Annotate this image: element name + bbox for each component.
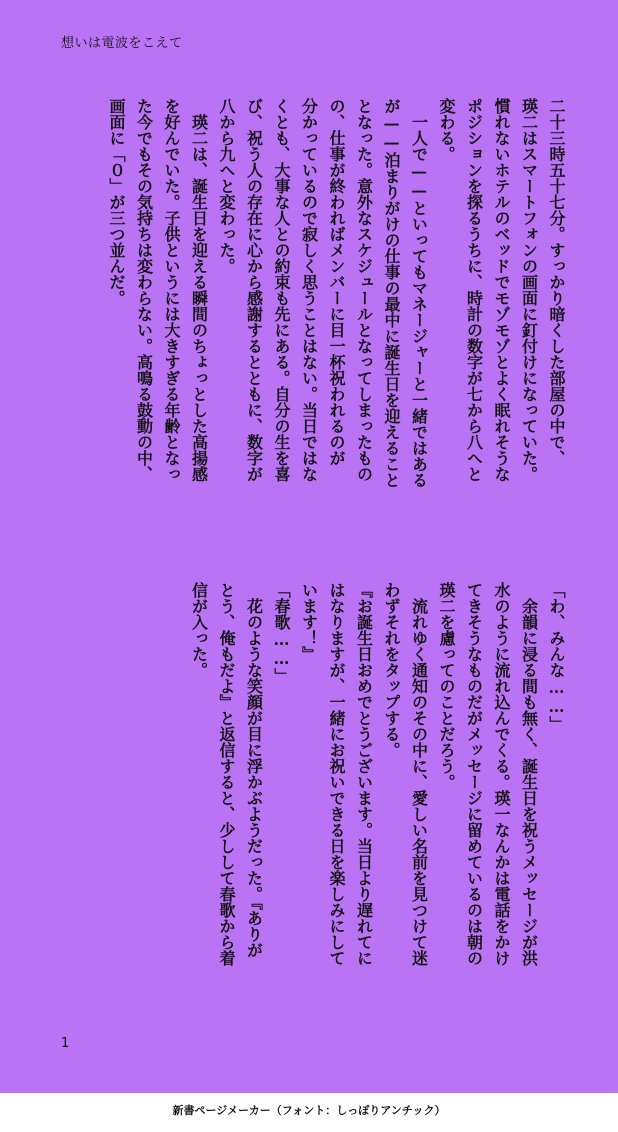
text-line: の、仕事が終わればメンバーに目一杯祝われるのが — [327, 98, 346, 466]
text-line: た今でもその気持ちは変わらない。高鳴る鼓動の中、 — [134, 98, 154, 482]
text-line: わずそれをタップする。 — [382, 582, 401, 758]
text-block-top — [103, 98, 571, 528]
text-line: 瑛二を慮ってのことだろう。 — [437, 582, 456, 790]
text-line: を好んでいた。子供というには大きすぎる年齢となっ — [162, 98, 181, 482]
text-line: 瑛二はスマートフォンの画面に釘付けになっていた。 — [519, 98, 539, 482]
text-line: います！』 — [299, 582, 319, 662]
text-line: 瑛二は、誕生日を迎える瞬間のちょっとした高揚感 — [189, 114, 209, 482]
page-title: 想いは電波をこえて — [61, 36, 183, 51]
text-line: とう、俺もだよ』と返信すると、少しして春歌から着 — [217, 582, 236, 966]
text-line: となった。意外なスケジュールとなってしまったもの — [354, 98, 374, 482]
text-line: 「わ、みんな……」 — [547, 582, 566, 732]
text-line: が——泊まりがけの仕事の最中に誕生日を迎えること — [382, 98, 401, 488]
text-line: 変わる。 — [437, 98, 456, 162]
page-number: 1 — [61, 1036, 70, 1051]
footer-label: 新書ページメーカー（フォント：しっぽりアンチック） — [172, 1104, 446, 1117]
text-line: 水のように流れ込んでくる。瑛一なんかは電話をかけ — [492, 582, 511, 966]
text-block-bottom — [185, 582, 570, 1012]
text-line: 『お誕生日おめでとうございます。当日より遅れてに — [354, 582, 374, 966]
text-line: 一人で——といってもマネージャーと一緒ではある — [409, 114, 429, 488]
text-line: 流れゆく通知のその中に、愛しい名前を見つけて迷 — [409, 598, 429, 966]
text-line: くとも、大事な人との約束も先にある。自分の生を喜 — [272, 98, 291, 482]
text-line: てきそうなものだがメッセージに留めているのは朝の — [464, 582, 484, 966]
text-line: 余韻に浸る間も無く、誕生日を祝うメッセージが洪 — [519, 598, 539, 966]
text-line: 「春歌……」 — [272, 582, 291, 684]
text-line: ポジションを探るうちに、時計の数字が七から八へと — [464, 98, 484, 482]
text-line: はなりますが、一緒にお祝いできる日を楽しみにして — [327, 582, 346, 966]
text-line: 八から九へと変わった。 — [217, 98, 236, 274]
text-line: 花のような笑顔が目に浮かぶようだった。『ありが — [244, 598, 264, 958]
text-line: 慣れないホテルのベッドでモゾモゾとよく眠れそうな — [492, 98, 511, 482]
footer — [0, 1093, 618, 1132]
text-line: 二十三時五十七分。すっかり暗くした部屋の中で、 — [547, 98, 566, 466]
text-line: び、祝う人の存在に心から感謝するとともに、数字が — [244, 98, 264, 482]
text-line: 分かっているので寂しく思うことはない。当日ではな — [299, 98, 319, 482]
text-line: 画面に「０」が三つ並んだ。 — [107, 98, 126, 306]
text-line: 信が入った。 — [189, 582, 209, 678]
